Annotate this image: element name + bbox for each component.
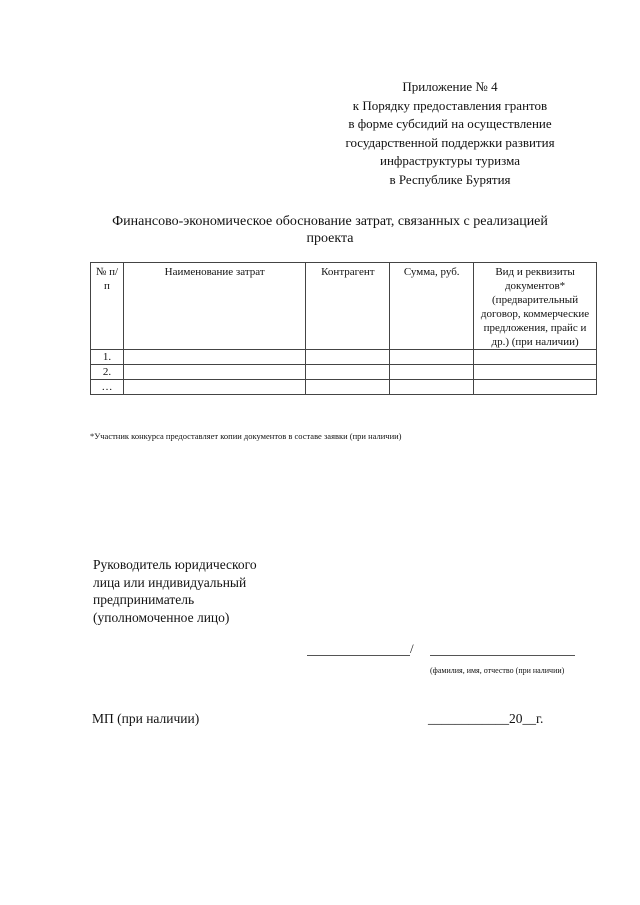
cell-docs[interactable] <box>474 380 597 395</box>
cell-contractor[interactable] <box>306 380 390 395</box>
header-line: Приложение № 4 <box>402 79 498 94</box>
col-header-name: Наименование затрат <box>123 263 306 350</box>
cell-sum[interactable] <box>390 380 474 395</box>
stamp-label: МП (при наличии) <box>92 711 200 726</box>
cell-contractor[interactable] <box>306 350 390 365</box>
signatory-line: (уполномоченное лицо) <box>93 609 230 625</box>
col-header-contractor: Контрагент <box>306 263 390 350</box>
header-line: в Республике Бурятия <box>389 171 511 187</box>
row-number: 1. <box>91 350 124 365</box>
cell-name[interactable] <box>123 350 306 365</box>
title-line-2: проекта <box>306 231 354 246</box>
table-row <box>91 365 597 380</box>
footnote: *Участник конкурса предоставляет копии документов в составе заявки (при наличии) <box>90 431 402 441</box>
cell-name[interactable] <box>123 380 306 395</box>
col-header-docs: Вид и реквизиты документов* (предварительный договор, коммерческие предложения, прайс и др.) (при наличии) <box>474 263 597 350</box>
signatory-line: предприниматель <box>93 592 195 607</box>
cell-sum[interactable] <box>390 365 474 380</box>
header-line: инфраструктуры туризма <box>379 153 520 168</box>
header-line: в форме субсидий на осуществление <box>348 116 552 131</box>
table-row <box>91 350 597 365</box>
cell-sum[interactable] <box>390 350 474 365</box>
signatory-line: Руководитель юридического <box>93 557 257 572</box>
signature-separator: / <box>410 641 414 656</box>
table-row <box>91 380 597 395</box>
row-number: 2. <box>91 365 124 380</box>
cell-contractor[interactable] <box>306 365 390 380</box>
col-header-num: № п/п <box>91 263 124 350</box>
table-header-row <box>91 263 597 350</box>
document-title <box>80 213 580 247</box>
row-number: … <box>91 380 124 395</box>
name-caption: (фамилия, имя, отчество (при наличии) <box>430 666 565 675</box>
signature-line[interactable] <box>307 655 410 656</box>
cell-docs[interactable] <box>474 365 597 380</box>
cell-docs[interactable] <box>474 350 597 365</box>
signatory-line: лица или индивидуальный <box>93 574 247 590</box>
appendix-header <box>300 78 600 189</box>
date-field[interactable]: ____________20__г. <box>428 711 544 726</box>
header-line: к Порядку предоставления грантов <box>352 97 548 113</box>
col-header-sum: Сумма, руб. <box>390 263 474 350</box>
name-line[interactable] <box>430 655 575 656</box>
costs-table <box>90 262 597 395</box>
title-line-1: Финансово-экономическое обоснование затрат, связанных с реализацией <box>112 214 548 229</box>
cell-name[interactable] <box>123 365 306 380</box>
header-line: государственной поддержки развития <box>345 134 555 150</box>
signatory-label <box>93 556 257 626</box>
